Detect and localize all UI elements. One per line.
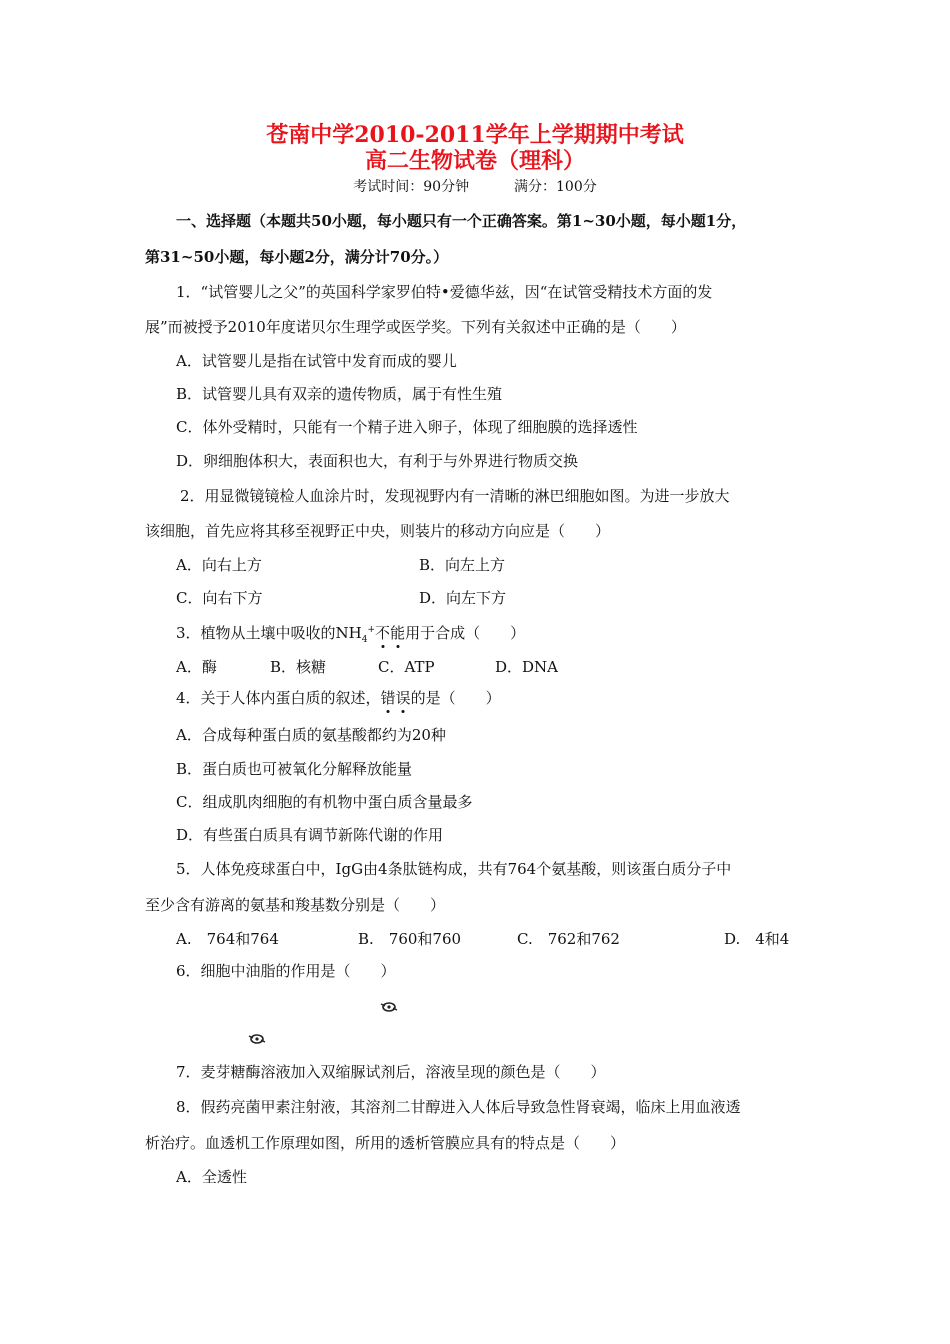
q1-option-c: C．体外受精时，只能有一个精子进入卵子，体现了细胞膜的选择透性 — [176, 418, 638, 436]
q5-option-b: B. 760和760 — [358, 930, 462, 948]
q4-option-b: B．蛋白质也可被氧化分解释放能量 — [176, 760, 413, 778]
q5-option-c: C. 762和762 — [517, 930, 620, 948]
q4-emphasis-2: 误 — [395, 689, 411, 707]
q8-stem-line1: 8．假药亮菌甲素注射液，其溶剂二甘醇进入人体后导致急性肾衰竭，临床上用血液透 — [176, 1098, 741, 1116]
q4-option-a: A．合成每种蛋白质的氨基酸都约为20种 — [176, 726, 446, 744]
q3-stem-post: 用于合成（ ） — [405, 624, 526, 642]
q3-option-a: A．酶 — [176, 658, 217, 676]
q2-option-d: D．向左下方 — [419, 589, 507, 607]
q5-option-d: D. 4和4 — [724, 930, 790, 948]
q3-sup: + — [367, 625, 376, 635]
q3-option-b: B．核糖 — [270, 658, 327, 676]
q2-stem-line2: 该细胞，首先应将其移至视野正中央，则装片的移动方向应是（ ） — [145, 522, 611, 540]
q7-stem: 7．麦芽糖酶溶液加入双缩脲试剂后，溶液呈现的颜色是（ ） — [176, 1063, 606, 1081]
q1-option-d: D．卵细胞体积大，表面积也大，有利于与外界进行物质交换 — [176, 452, 579, 470]
q2-option-c: C．向右下方 — [176, 589, 263, 607]
q8-option-a: A．全透性 — [176, 1168, 247, 1186]
q5-stem-line1: 5．人体免疫球蛋白中，IgG由4条肽链构成，共有764个氨基酸，则该蛋白质分子中 — [176, 860, 732, 878]
q1-stem-line1: 1．“试管婴儿之父”的英国科学家罗伯特•爱德华兹，因“在试管受精技术方面的发 — [176, 283, 713, 301]
q2-option-b: B．向左上方 — [419, 556, 506, 574]
exam-info — [0, 177, 950, 197]
q4-stem — [176, 687, 501, 709]
q3-emphasis-2: 能 — [390, 624, 406, 642]
embedded-glyph-icon — [380, 1001, 398, 1013]
q3-stem — [176, 619, 525, 651]
q2-stem-line1: 2．用显微镜镜检人血涂片时，发现视野内有一清晰的淋巴细胞如图。为进一步放大 — [180, 487, 730, 505]
q3-option-c: C．ATP — [378, 658, 435, 676]
q2-option-a: A．向右上方 — [176, 556, 262, 574]
exam-subtitle: 高二生物试卷（理科） — [364, 148, 585, 174]
q1-stem-line2: 展”而被授予2010年度诺贝尔生理学或医学奖。下列有关叙述中正确的是（ ） — [145, 318, 686, 336]
q1-option-b: B．试管婴儿具有双亲的遗传物质，属于有性生殖 — [176, 385, 503, 403]
section-heading-line2: 第31~50小题，每小题2分，满分计70分。） — [145, 248, 449, 266]
embedded-glyph-icon — [248, 1033, 266, 1045]
q6-stem: 6．细胞中油脂的作用是（ ） — [176, 962, 396, 980]
q4-option-c: C．组成肌肉细胞的有机物中蛋白质含量最多 — [176, 793, 473, 811]
q4-option-d: D．有些蛋白质具有调节新陈代谢的作用 — [176, 826, 444, 844]
q5-stem-line2: 至少含有游离的氨基和羧基数分别是（ ） — [145, 896, 446, 914]
q4-stem-post: 的是（ ） — [410, 689, 501, 707]
exam-score: 满分：100分 — [514, 179, 597, 195]
q4-stem-pre: 4．关于人体内蛋白质的叙述， — [176, 689, 381, 707]
q3-stem-pre: 3．植物从土壤中吸收的NH — [176, 624, 362, 642]
q1-option-a: A．试管婴儿是指在试管中发育而成的婴儿 — [176, 352, 457, 370]
exam-time: 考试时间：90分钟 — [353, 179, 470, 195]
q3-sub: 4 — [361, 635, 368, 645]
q4-emphasis-1: 错 — [380, 689, 396, 707]
q8-stem-line2: 析治疗。血透机工作原理如图，所用的透析管膜应具有的特点是（ ） — [145, 1134, 626, 1152]
section-heading-line1: 一、选择题（本题共50小题，每小题只有一个正确答案。第1~30小题，每小题1分， — [176, 212, 747, 230]
exam-title: 苍南中学2010-2011学年上学期期中考试 — [266, 122, 684, 148]
q3-option-d: D．DNA — [495, 658, 559, 676]
q5-option-a: A. 764和764 — [176, 930, 279, 948]
q3-emphasis-1: 不 — [375, 624, 391, 642]
